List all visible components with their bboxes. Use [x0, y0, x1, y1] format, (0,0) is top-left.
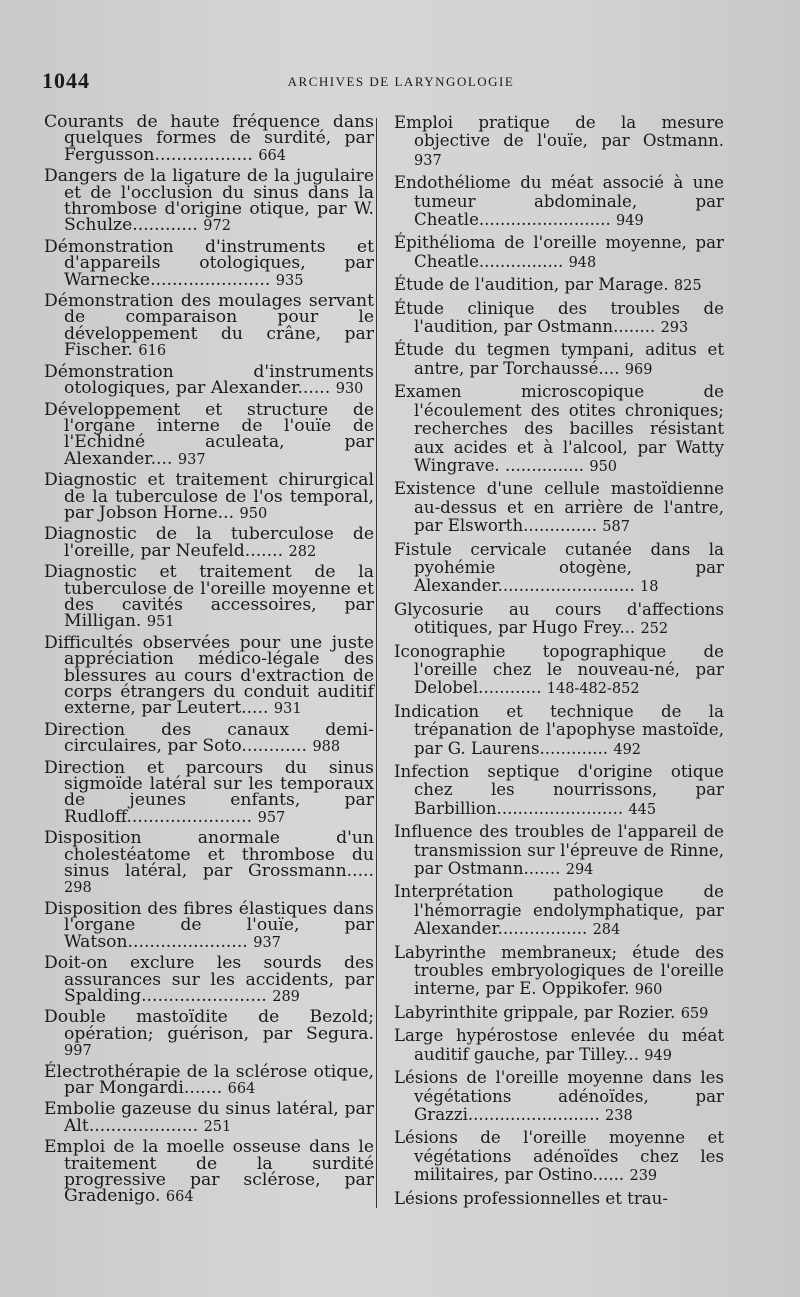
index-entry — [44, 399, 374, 469]
index-entry — [394, 1027, 724, 1065]
entry-text: Diagnostic et traitement chirurgical de la tuberculose de l'os temporal, par Jobson Horne... — [44, 470, 374, 523]
index-entry — [44, 564, 374, 631]
index-entry — [44, 114, 374, 164]
entry-page-number: 664 — [227, 1080, 256, 1097]
entry-text: Électrothérapie de la sclérose otique, par Mongardi....... — [44, 1061, 374, 1098]
entry-text: Interprétation pathologique de l'hémorragie endolymphatique, par Alexander................. — [394, 882, 724, 939]
entry-text: Emploi de la moelle osseuse dans le traitement de la surdité progressive par sclérose, par Gradenigo. — [44, 1137, 374, 1207]
entry-page-number: 148-482-852 — [546, 681, 640, 698]
entry-text: Glycosurie au cours d'affections otitiques, par Hugo Frey... — [394, 599, 724, 638]
entry-page-number: 997 — [64, 1043, 92, 1060]
index-entry — [44, 830, 374, 897]
index-entry — [394, 883, 724, 939]
entry-text: Lésions professionnelles et trau- — [394, 1188, 668, 1208]
index-entry — [394, 944, 724, 1000]
entry-text: Endothéliome du méat associé à une tumeur abdominale, par Cheatle......................... — [394, 173, 724, 230]
index-entry — [44, 955, 374, 1005]
index-entry — [44, 361, 374, 399]
entry-text: Difficultés observées pour une juste appréciation médico-légale des blessures au cours d'extraction de corps étrangers du conduit auditif externe, par Leutert..... — [44, 632, 374, 719]
entry-text: Diagnostic et traitement de la tuberculose de l'oreille moyenne et des cavités accessoires, par Milligan. — [44, 562, 374, 632]
entry-text: Démonstration d'instruments et d'appareils otologiques, par Warnecke...................... — [44, 236, 374, 290]
index-entry — [394, 300, 724, 338]
entry-page-number: 949 — [616, 213, 644, 230]
index-entry — [44, 632, 374, 719]
entry-page-number: 616 — [138, 343, 167, 360]
index-entry — [44, 757, 374, 827]
index-entry — [44, 472, 374, 522]
entry-page-number: 931 — [273, 701, 302, 718]
entry-page-number: 251 — [203, 1118, 232, 1135]
entry-text: Disposition des fibres élastiques dans l'organe de l'ouïe, par Watson...................... — [44, 898, 374, 952]
left-column — [44, 114, 374, 1210]
entry-page-number: 664 — [165, 1189, 194, 1206]
index-entry — [394, 1190, 724, 1208]
running-head: ARCHIVES DE LARYNGOLOGIE — [287, 74, 515, 89]
entry-text: Embolie gazeuse du sinus latéral, par Alt.................... — [44, 1099, 374, 1136]
entry-page-number: 937 — [414, 152, 442, 169]
entry-page-number: 949 — [644, 1047, 672, 1064]
entry-page-number: 969 — [624, 361, 653, 378]
entry-text: Disposition anormale d'un cholestéatome et thrombose du sinus latéral, par Grossmann..... — [44, 828, 374, 882]
entry-text: Développement et structure de l'organe interne de l'ouïe de l'Echidné aculeata, par Alexander.... — [44, 399, 374, 469]
entry-text: Diagnostic de la tuberculose de l'oreille, par Neufeld....... — [44, 524, 374, 561]
index-entry — [394, 234, 724, 272]
entry-text: Double mastoïdite de Bezold; opération; guérison, par Segura. — [44, 1007, 374, 1044]
index-entry — [394, 383, 724, 476]
entry-text: Étude du tegmen tympani, aditus et antre, par Torchaussé.... — [394, 340, 724, 378]
entry-page-number: 950 — [239, 505, 268, 522]
entry-text: Étude clinique des troubles de l'audition, par Ostmann........ — [394, 298, 724, 337]
entry-text: Démonstration d'instruments otologiques, par Alexander...... — [44, 361, 374, 399]
entry-page-number: 951 — [146, 614, 175, 631]
index-entry — [394, 341, 724, 379]
index-entry — [394, 480, 724, 536]
index-entry — [394, 1129, 724, 1185]
entry-page-number: 282 — [288, 543, 317, 560]
page-header — [42, 66, 760, 96]
index-entry — [44, 168, 374, 235]
entry-page-number: 935 — [275, 272, 304, 289]
entry-page-number: 587 — [602, 519, 630, 536]
right-column — [394, 114, 724, 1212]
index-entry — [44, 898, 374, 952]
entry-text: Lésions de l'oreille moyenne dans les végétations adénoïdes, par Grazzi......................... — [394, 1068, 724, 1124]
entry-page-number: 664 — [258, 147, 286, 164]
entry-page-number: 825 — [673, 278, 702, 295]
entry-text: Infection septique d'origine otique chez les nourrissons, par Barbillion........................ — [394, 762, 724, 818]
index-entry — [44, 293, 374, 360]
index-entry — [394, 114, 724, 170]
entry-page-number: 289 — [272, 988, 300, 1005]
index-columns — [44, 114, 772, 1224]
entry-page-number: 957 — [257, 809, 286, 826]
entry-text: Direction des canaux demi-circulaires, par Soto............ — [44, 719, 374, 757]
entry-page-number: 18 — [640, 579, 659, 596]
index-entry — [44, 1009, 374, 1059]
entry-page-number: 930 — [335, 381, 364, 398]
index-entry — [44, 236, 374, 290]
entry-page-number: 492 — [613, 741, 642, 758]
entry-text: Lésions de l'oreille moyenne et végétations adénoïdes chez les militaires, par Ostino...... — [394, 1128, 724, 1185]
entry-text: Fistule cervicale cutanée dans la pyohémie otogène, par Alexander.......................... — [394, 539, 724, 596]
entry-text: Direction et parcours du sinus sigmoïde latéral sur les temporaux de jeunes enfants, par Rudloff....................... — [44, 757, 374, 827]
index-entry — [44, 719, 374, 757]
entry-text: Labyrinthe membraneux; étude des troubles embryologiques de l'oreille interne, par E. Oppikofer. — [394, 942, 724, 999]
entry-page-number: 659 — [680, 1005, 709, 1022]
index-entry — [394, 643, 724, 699]
index-entry — [394, 1069, 724, 1125]
entry-text: Existence d'une cellule mastoïdienne au-dessus et en arrière de l'antre, par Elsworth.............. — [394, 479, 724, 536]
entry-text: Épithélioma de l'oreille moyenne, par Cheatle................ — [394, 233, 724, 271]
index-entry — [44, 1139, 374, 1206]
index-entry — [394, 1004, 724, 1023]
column-divider — [376, 118, 377, 1208]
entry-page-number: 950 — [589, 458, 618, 475]
entry-page-number: 948 — [568, 254, 597, 271]
entry-text: Courants de haute fréquence dans quelques formes de surdité, par Fergusson.................. — [44, 112, 374, 165]
entry-text: Indication et technique de la trépanation de l'apophyse mastoïde, par G. Laurens............. — [394, 701, 724, 758]
index-entry — [394, 703, 724, 759]
entry-page-number: 445 — [628, 801, 657, 818]
entry-page-number: 298 — [64, 880, 92, 897]
index-entry — [44, 526, 374, 560]
entry-page-number: 937 — [177, 451, 206, 468]
entry-page-number: 937 — [253, 934, 281, 951]
index-entry — [44, 1101, 374, 1135]
index-entry — [394, 174, 724, 230]
index-entry — [394, 276, 724, 295]
index-entry — [394, 823, 724, 879]
entry-text: Examen microscopique de l'écoulement des otites chroniques; recherches des bacilles résistant aux acides et à l'alcool, par Watty Wingrave. ............... — [394, 382, 724, 475]
entry-text: Large hypérostose enlevée du méat auditif gauche, par Tilley... — [394, 1026, 724, 1064]
entry-text: Emploi pratique de la mesure objective de l'ouïe, par Ostmann. — [394, 113, 724, 151]
index-entry — [394, 601, 724, 639]
entry-page-number: 988 — [312, 739, 341, 756]
entry-page-number: 972 — [203, 218, 231, 235]
entry-page-number: 293 — [660, 320, 689, 337]
entry-page-number: 239 — [629, 1168, 658, 1185]
entry-text: Étude de l'audition, par Marage. — [394, 275, 669, 295]
entry-text: Doit-on exclure les sourds des assurances sur les accidents, par Spalding....................... — [44, 953, 374, 1006]
entry-text: Démonstration des moulages servant de comparaison pour le développement du crâne, par Fischer. — [44, 291, 374, 361]
entry-text: Influence des troubles de l'appareil de transmission sur l'épreuve de Rinne, par Ostmann....... — [394, 822, 724, 879]
entry-page-number: 284 — [592, 922, 621, 939]
entry-text: Labyrinthite grippale, par Rozier. — [394, 1002, 676, 1022]
index-entry — [394, 541, 724, 597]
page-number: 1044 — [42, 68, 90, 93]
entry-page-number: 294 — [565, 862, 594, 879]
index-entry — [44, 1061, 374, 1098]
index-entry — [394, 763, 724, 819]
entry-page-number: 960 — [634, 982, 663, 999]
entry-page-number: 238 — [605, 1107, 633, 1124]
entry-text: Dangers de la ligature de la jugulaire et de l'occlusion du sinus dans la thrombose d'origine otique, par W. Schulze............ — [44, 166, 374, 236]
entry-text: Iconographie topographique de l'oreille chez le nouveau-né, par Delobel............ — [394, 641, 724, 698]
entry-page-number: 252 — [640, 621, 669, 638]
